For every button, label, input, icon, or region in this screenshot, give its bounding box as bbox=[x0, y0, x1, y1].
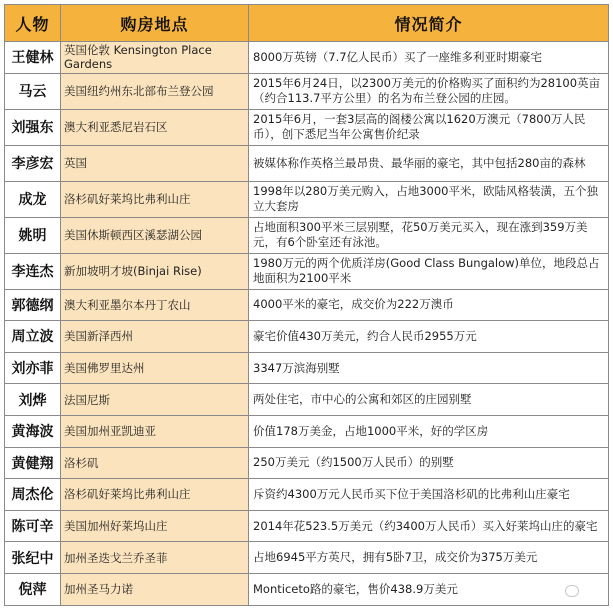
table-row bbox=[5, 542, 609, 574]
purchase-description: 8000万英镑（7.7亿人民币）买了一座维多利亚时期豪宅 bbox=[249, 42, 609, 74]
purchase-location: 澳大利亚墨尔本丹丁农山 bbox=[61, 289, 249, 321]
table-row bbox=[5, 145, 609, 181]
purchase-location: 洛杉矶 bbox=[61, 447, 249, 479]
purchase-location: 英国 bbox=[61, 145, 249, 181]
purchase-location: 英国伦敦 Kensington Place Gardens bbox=[61, 42, 249, 74]
wechat-icon bbox=[565, 585, 579, 597]
celebrity-property-table bbox=[4, 4, 609, 606]
table-row bbox=[5, 479, 609, 511]
table-row bbox=[5, 573, 609, 605]
table-row bbox=[5, 42, 609, 74]
purchase-description: 4000平米的豪宅，成交价为222万澳币 bbox=[249, 289, 609, 321]
header-description: 情况简介 bbox=[249, 5, 609, 42]
purchase-description: 1998年以280万美元购入，占地3000平米，欧陆风格装潢，五个独立大套房 bbox=[249, 181, 609, 217]
table-row bbox=[5, 217, 609, 253]
purchase-description: 2015年6月24日，以2300万美元的价格购买了面积约为28100英亩（约合113.7平方公里）的名为布兰登公园的庄园。 bbox=[249, 73, 609, 109]
person-name: 李彦宏 bbox=[5, 145, 61, 181]
watermark bbox=[565, 585, 583, 597]
person-name: 张纪中 bbox=[5, 542, 61, 574]
person-name: 刘强东 bbox=[5, 109, 61, 145]
purchase-location: 洛杉矶好莱坞比弗利山庄 bbox=[61, 181, 249, 217]
person-name: 郭德纲 bbox=[5, 289, 61, 321]
purchase-location: 美国休斯顿西区溪瑟湖公园 bbox=[61, 217, 249, 253]
person-name: 陈可辛 bbox=[5, 510, 61, 542]
table-row bbox=[5, 109, 609, 145]
purchase-location: 美国加州亚凯迪亚 bbox=[61, 415, 249, 447]
table-row bbox=[5, 181, 609, 217]
purchase-description: 占地6945平方英尺，拥有5卧7卫，成交价为375万美元 bbox=[249, 542, 609, 574]
person-name: 姚明 bbox=[5, 217, 61, 253]
person-name: 刘亦菲 bbox=[5, 352, 61, 384]
header-place: 购房地点 bbox=[61, 5, 249, 42]
purchase-location: 加州圣迭戈兰乔圣菲 bbox=[61, 542, 249, 574]
person-name: 周立波 bbox=[5, 321, 61, 353]
purchase-location: 新加坡明才坡(Binjai Rise) bbox=[61, 253, 249, 289]
table-header-row bbox=[5, 5, 609, 42]
person-name: 黄健翔 bbox=[5, 447, 61, 479]
purchase-description: 占地面积300平米三层别墅，花50万美元买入，现在涨到359万美元，有6个卧室还有泳池。 bbox=[249, 217, 609, 253]
purchase-location: 澳大利亚悉尼岩石区 bbox=[61, 109, 249, 145]
person-name: 成龙 bbox=[5, 181, 61, 217]
purchase-description: 2014年花523.5万美元（约3400万人民币）买入好莱坞山庄的豪宅 bbox=[249, 510, 609, 542]
person-name: 李连杰 bbox=[5, 253, 61, 289]
table-row bbox=[5, 415, 609, 447]
table-row bbox=[5, 289, 609, 321]
table-row bbox=[5, 447, 609, 479]
purchase-location: 美国佛罗里达州 bbox=[61, 352, 249, 384]
purchase-location: 美国纽约州东北部布兰登公园 bbox=[61, 73, 249, 109]
purchase-description: 斥资约4300万元人民币买下位于美国洛杉矶的比弗利山庄豪宅 bbox=[249, 479, 609, 511]
table-row bbox=[5, 73, 609, 109]
table-row bbox=[5, 384, 609, 416]
purchase-location: 法国尼斯 bbox=[61, 384, 249, 416]
table-row bbox=[5, 352, 609, 384]
purchase-description: 被媒体称作英格兰最昂贵、最华丽的豪宅，其中包括280亩的森林 bbox=[249, 145, 609, 181]
purchase-location: 美国新泽西州 bbox=[61, 321, 249, 353]
purchase-description: 250万美元（约1500万人民币）的别墅 bbox=[249, 447, 609, 479]
purchase-description: Monticeto路的豪宅，售价438.9万美元 bbox=[249, 573, 609, 605]
purchase-location: 美国加州好莱坞山庄 bbox=[61, 510, 249, 542]
purchase-description: 2015年6月，一套3层高的阁楼公寓以1620万澳元（7800万人民币），创下悉尼当年公寓售价纪录 bbox=[249, 109, 609, 145]
purchase-location: 洛杉矶好莱坞比弗利山庄 bbox=[61, 479, 249, 511]
table-row bbox=[5, 321, 609, 353]
person-name: 马云 bbox=[5, 73, 61, 109]
purchase-description: 价值178万美金，占地1000平米，好的学区房 bbox=[249, 415, 609, 447]
header-person: 人物 bbox=[5, 5, 61, 42]
person-name: 周杰伦 bbox=[5, 479, 61, 511]
table-row bbox=[5, 510, 609, 542]
purchase-description: 3347万滨海别墅 bbox=[249, 352, 609, 384]
purchase-location: 加州圣马力诺 bbox=[61, 573, 249, 605]
purchase-description: 豪宅价值430万美元，约合人民币2955万元 bbox=[249, 321, 609, 353]
person-name: 王健林 bbox=[5, 42, 61, 74]
person-name: 倪萍 bbox=[5, 573, 61, 605]
table-row bbox=[5, 253, 609, 289]
purchase-description: 1980万元的两个优质洋房(Good Class Bungalow)单位，地段总占地面积为2100平米 bbox=[249, 253, 609, 289]
person-name: 刘烨 bbox=[5, 384, 61, 416]
purchase-description: 两处住宅，市中心的公寓和郊区的庄园别墅 bbox=[249, 384, 609, 416]
person-name: 黄海波 bbox=[5, 415, 61, 447]
